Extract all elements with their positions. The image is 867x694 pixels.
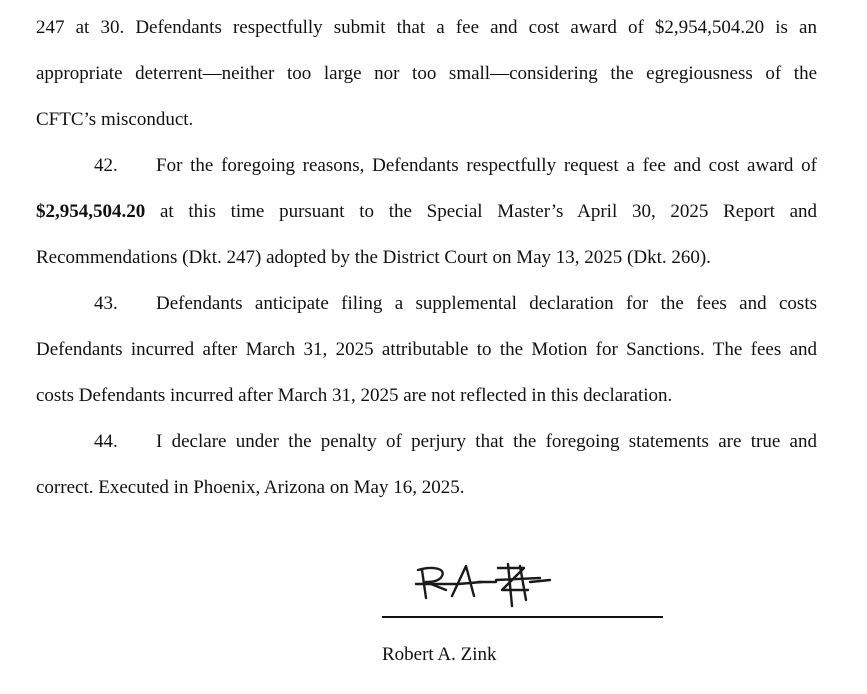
paragraph-number: 44. [94, 431, 118, 452]
signer-name: Robert A. Zink [382, 644, 497, 665]
paragraph-42-first-line [36, 155, 817, 177]
paragraph-text: Defendants anticipate filing a supplemental declaration for the fees and costs [156, 293, 817, 314]
award-amount: $2,954,504.20 [36, 201, 146, 222]
paragraph-number: 43. [94, 293, 118, 314]
signature-line [382, 616, 663, 618]
paragraph-line: Defendants incurred after March 31, 2025 attributable to the Motion for Sanctions. The fees and [36, 339, 817, 360]
paragraph-line [36, 201, 817, 223]
paragraph-line: CFTC’s misconduct. [36, 109, 194, 130]
paragraph-44-first-line [36, 431, 817, 453]
paragraph-line: Recommendations (Dkt. 247) adopted by the District Court on May 13, 2025 (Dkt. 260). [36, 247, 711, 268]
signature-block [382, 560, 672, 680]
paragraph-line: correct. Executed in Phoenix, Arizona on May 16, 2025. [36, 477, 465, 498]
paragraph-line: 247 at 30. Defendants respectfully submit that a fee and cost award of $2,954,504.20 is an [36, 17, 817, 38]
handwritten-signature [412, 560, 562, 612]
paragraph-43-first-line [36, 293, 817, 315]
paragraph-line: appropriate deterrent—neither too large nor too small—considering the egregiousness of the [36, 63, 817, 84]
paragraph-text: I declare under the penalty of perjury that the foregoing statements are true and [156, 431, 817, 452]
paragraph-text: For the foregoing reasons, Defendants respectfully request a fee and cost award of [156, 155, 817, 176]
paragraph-number: 42. [94, 155, 118, 176]
paragraph-line: costs Defendants incurred after March 31, 2025 are not reflected in this declaration. [36, 385, 673, 406]
paragraph-text: at this time pursuant to the Special Master’s April 30, 2025 Report and [145, 201, 817, 222]
